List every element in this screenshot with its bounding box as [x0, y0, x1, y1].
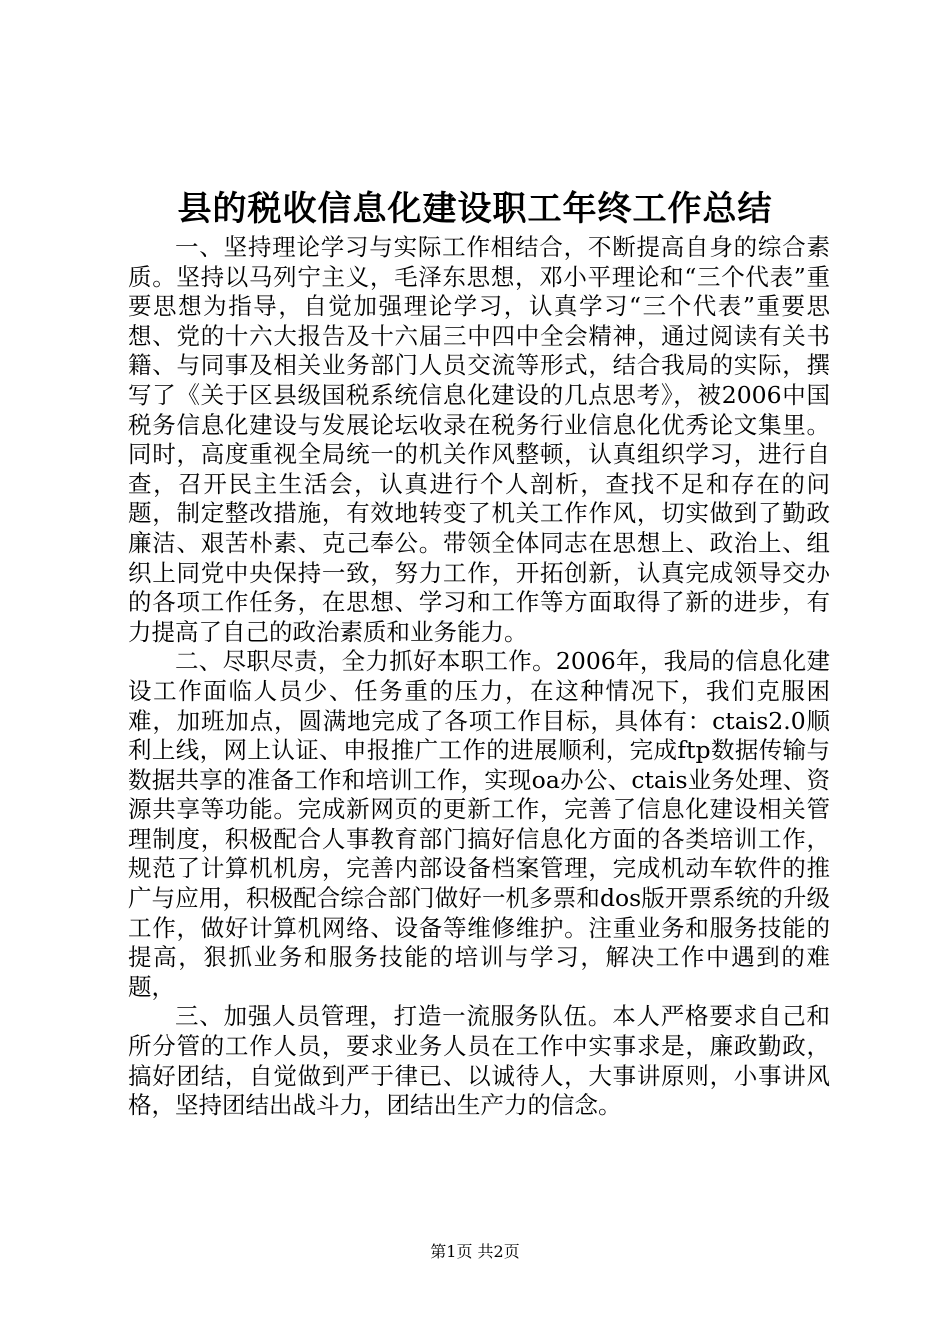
- page-number-footer: 第1页 共2页: [430, 1242, 520, 1261]
- paragraph-3: 三、加强人员管理，打造一流服务队伍。本人严格要求自己和所分管的工作人员，要求业务人员在工作中实事求是，廉政勤政，搞好团结，自觉做到严于律已、以诚待人，大事讲原则，小事讲风格，坚持团结出战斗力，团结出生产力的信念。: [128, 1002, 830, 1120]
- paragraph-1: 一、坚持理论学习与实际工作相结合，不断提高自身的综合素质。坚持以马列宁主义，毛泽东思想，邓小平理论和“三个代表”重要思想为指导，自觉加强理论学习，认真学习“三个代表”重要思想、党的十六大报告及十六届三中四中全会精神，通过阅读有关书籍、与同事及相关业务部门人员交流等形式，结合我局的实际，撰写了《关于区县级国税系统信息化建设的几点思考》，被2006中国税务信息化建设与发展论坛收录在税务行业信息化优秀论文集里。同时，高度重视全局统一的机关作风整顿，认真组织学习，进行自查，召开民主生活会，认真进行个人剖析，查找不足和存在的问题，制定整改措施，有效地转变了机关工作作风，切实做到了勤政廉洁、艰苦朴素、克己奉公。带领全体同志在思想上、政治上、组织上同党中央保持一致，努力工作，开拓创新，认真完成领导交办的各项工作任务，在思想、学习和工作等方面取得了新的进步，有力提高了自己的政治素质和业务能力。: [128, 233, 830, 646]
- paragraph-2: 二、尽职尽责，全力抓好本职工作。2006年，我局的信息化建设工作面临人员少、任务重的压力，在这种情况下，我们克服困难，加班加点，圆满地完成了各项工作目标，具体有：ctais2.0顺利上线，网上认证、申报推广工作的进展顺利，完成ftp数据传输与数据共享的准备工作和培训工作，实现oa办公、ctais业务处理、资源共享等功能。完成新网页的更新工作，完善了信息化建设相关管理制度，积极配合人事教育部门搞好信息化方面的各类培训工作，规范了计算机机房，完善内部设备档案管理，完成机动车软件的推广与应用，积极配合综合部门做好一机多票和dos版开票系统的升级工作，做好计算机网络、设备等维修维护。注重业务和服务技能的提高，狠抓业务和服务技能的培训与学习，解决工作中遇到的难题，: [128, 647, 830, 1001]
- document-body: [128, 233, 830, 1121]
- document-title: 县的税收信息化建设职工年终工作总结: [177, 189, 773, 229]
